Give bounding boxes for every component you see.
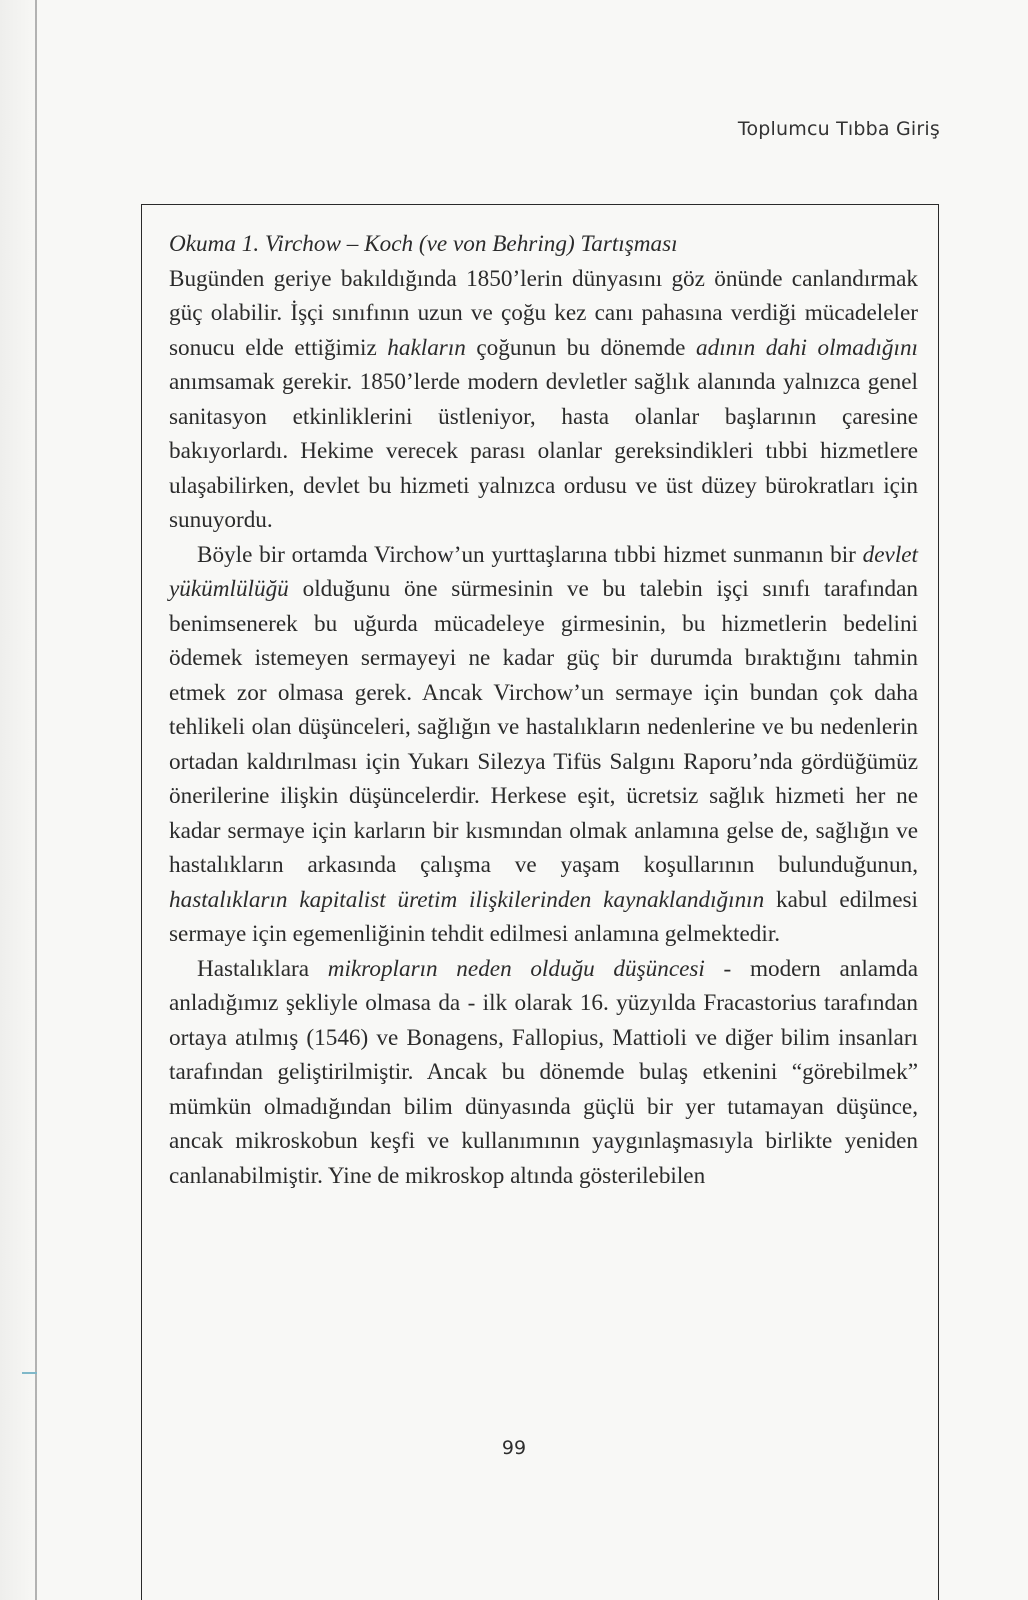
reading-box	[141, 204, 939, 1600]
paragraph-2-text-b: olduğunu öne sürmesinin ve bu talebin işçi sınıfı tarafından benimsenerek bu uğurda mücadeleye girmesinin, bu hizmetlerin bedelini ödemek istemeyen sermayeyi ne kadar güç bir durumda bıraktığını tahmin etmek zor olmasa gerek. Ancak Virchow’un sermaye için bundan çok daha tehlikeli olan düşünceleri, sağlığın ve hastalıkların nedenlerine ve bu nedenlerin ortadan kaldırılması için Yukarı Silezya Tifüs Salgını Raporu’nda gördüğümüz önerilerine ilişkin düşüncelerdir. Herkese eşit, ücretsiz sağlık hizmeti her ne kadar sermaye için karların bir kısmından olmak anlamına gelse de, sağlığın ve hastalıkların arkasında çalışma ve yaşam koşullarının bulunduğunun,	[169, 576, 918, 878]
paragraph-3-text-b: - modern anlamda anladığımız şekliyle olmasa da - ilk olarak 16. yüzyılda Fracastorius tarafından ortaya atılmış (1546) ve Bonagens, Fallopius, Mattioli ve diğer bilim insanları tarafından geliştirilmiştir. Ancak bu dönemde bulaş etkenini “görebilmek” mümkün olmadığından bilim dünyasında güçlü bir yer tutamayan düşünce, ancak mikroskobun keşfi ve kullanımının yaygınlaşmasıyla birlikte yeniden canlanabilmiştir. Yine de mikroskop altında gösterilebilen	[169, 955, 918, 1189]
paragraph-1-emphasis-b: adının dahi olmadığını	[696, 334, 919, 361]
paragraph-3-emphasis-a: mikropların neden olduğu düşüncesi	[327, 955, 705, 982]
reading-box-content	[169, 227, 918, 1193]
paragraph-1-text-a: Bugünden geriye bakıldığında 1850’lerin dünyasını göz önünde canlandırmak güç olabilir. İşçi sınıfının uzun ve çoğu kez canı pahasına verdiği mücadeleler sonucu elde ettiğimiz	[169, 265, 918, 361]
paragraph-2	[169, 538, 918, 952]
paragraph-2-text-a: Böyle bir ortamda Virchow’un yurttaşlarına tıbbi hizmet sunmanın bir	[197, 541, 863, 568]
paragraph-3	[169, 952, 918, 1194]
paragraph-1-text-c: anımsamak gerekir. 1850’lerde modern devletler sağlık alanında yalnızca genel sanitasyon etkinliklerini üstleniyor, hasta olanlar başlarının çaresine bakıyorlardı. Hekime verecek parası olanlar gereksindikleri tıbbi hizmetlere ulaşabilirken, devlet bu hizmeti yalnızca ordusu ve üst düzey bürokratları için sunuyordu.	[169, 369, 918, 533]
page-number: 99	[501, 1437, 527, 1459]
paragraph-2-emphasis-b: hastalıkların kapitalist üretim ilişkilerinden kaynaklandığının	[169, 886, 765, 913]
reading-title: Okuma 1. Virchow – Koch (ve von Behring) Tartışması	[169, 231, 678, 257]
paragraph-1	[169, 262, 918, 538]
paragraph-2-emphasis-a: devlet yükümlülüğü	[169, 541, 918, 602]
binding-shadow	[0, 0, 38, 1600]
binding-gutter-line	[35, 0, 37, 1600]
paragraph-3-text-a: Hastalıklara	[197, 955, 328, 982]
binding-mark	[22, 1372, 37, 1374]
paragraph-1-text-b: çoğunun bu dönemde	[465, 334, 696, 361]
paragraph-1-emphasis-a: hakların	[387, 334, 466, 361]
paragraph-2-text-c: kabul edilmesi sermaye için egemenliğinin tehdit edilmesi anlamına gelmektedir.	[169, 886, 918, 947]
running-header: Toplumcu Tıbba Giriş	[737, 118, 940, 140]
